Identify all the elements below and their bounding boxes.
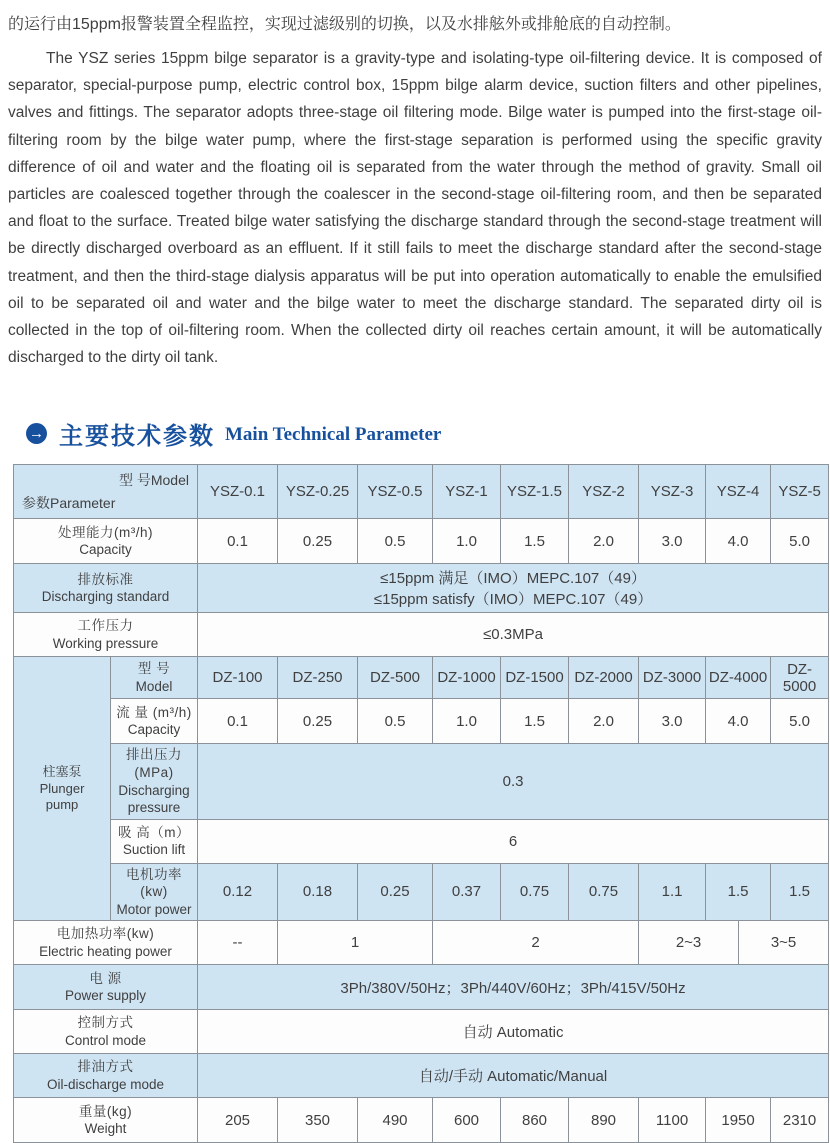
cell-value: 600 bbox=[433, 1098, 501, 1143]
technical-parameter-table bbox=[13, 464, 829, 1143]
row-label: 工作压力 Working pressure bbox=[14, 613, 198, 657]
cell-value: 205 bbox=[198, 1098, 278, 1143]
cell-value: 1 bbox=[278, 921, 433, 965]
row-label: 电机功率 (kw) Motor power bbox=[111, 863, 198, 921]
group-label-plunger-pump: 柱塞泵 Plunger pump bbox=[14, 657, 111, 921]
cell-value: 2 bbox=[433, 921, 639, 965]
cell-value: DZ-250 bbox=[278, 657, 358, 699]
cell-value: 490 bbox=[358, 1098, 433, 1143]
section-title-en: Main Technical Parameter bbox=[225, 424, 442, 446]
cell-value: 2310 bbox=[771, 1098, 829, 1143]
cell-value: 1.0 bbox=[433, 699, 501, 744]
row-working-pressure bbox=[14, 613, 829, 657]
header-row bbox=[14, 465, 829, 519]
arrow-circle-icon: → bbox=[26, 423, 47, 444]
row-label: 电 源 Power supply bbox=[14, 965, 198, 1010]
column-header: YSZ-0.5 bbox=[358, 465, 433, 519]
cell-value: 0.18 bbox=[278, 863, 358, 921]
column-header: YSZ-4 bbox=[706, 465, 771, 519]
cell-value: 6 bbox=[198, 819, 829, 863]
cell-value: 3~5 bbox=[739, 921, 829, 965]
cell-value: 0.12 bbox=[198, 863, 278, 921]
row-pump-model bbox=[14, 657, 829, 699]
cell-value: DZ-1500 bbox=[501, 657, 569, 699]
corner-label-parameter: 参数Parameter bbox=[22, 495, 116, 512]
row-motor-power bbox=[14, 863, 829, 921]
cell-value: 1100 bbox=[639, 1098, 706, 1143]
cell-value: ≤0.3MPa bbox=[198, 613, 829, 657]
intro-paragraph-cn: 的运行由15ppm报警装置全程监控，实现过滤级别的切换，以及水排舷外或排舱底的自动控制。 bbox=[8, 16, 681, 33]
row-label: 处理能力(m³/h) Capacity bbox=[14, 519, 198, 564]
row-electric-heating-power bbox=[14, 921, 829, 965]
cell-value: 1950 bbox=[706, 1098, 771, 1143]
cell-value: 4.0 bbox=[706, 519, 771, 564]
column-header: YSZ-5 bbox=[771, 465, 829, 519]
row-label: 吸 高（m） Suction lift bbox=[111, 819, 198, 863]
cell-value: 890 bbox=[569, 1098, 639, 1143]
column-header: YSZ-0.25 bbox=[278, 465, 358, 519]
row-pump-discharging-pressure bbox=[14, 744, 829, 819]
cell-value: 0.75 bbox=[501, 863, 569, 921]
cell-value: 0.25 bbox=[278, 519, 358, 564]
row-label: 控制方式 Control mode bbox=[14, 1010, 198, 1054]
cell-value: 0.25 bbox=[278, 699, 358, 744]
column-header: YSZ-2 bbox=[569, 465, 639, 519]
cell-value: -- bbox=[198, 921, 278, 965]
cell-value: 5.0 bbox=[771, 699, 829, 744]
cell-value: 0.5 bbox=[358, 699, 433, 744]
cell-value: 860 bbox=[501, 1098, 569, 1143]
row-label: 排油方式 Oil-discharge mode bbox=[14, 1054, 198, 1098]
cell-value: 0.75 bbox=[569, 863, 639, 921]
cell-value: 0.1 bbox=[198, 519, 278, 564]
cell-value: DZ-1000 bbox=[433, 657, 501, 699]
row-weight bbox=[14, 1098, 829, 1143]
cell-value: 3.0 bbox=[639, 699, 706, 744]
row-label: 型 号 Model bbox=[111, 657, 198, 699]
cell-value: 1.5 bbox=[706, 863, 771, 921]
cell-value: DZ-2000 bbox=[569, 657, 639, 699]
cell-value: 3Ph/380V/50Hz；3Ph/440V/60Hz；3Ph/415V/50Hz bbox=[198, 965, 829, 1010]
row-capacity bbox=[14, 519, 829, 564]
row-label: 电加热功率(kw) Electric heating power bbox=[14, 921, 198, 965]
column-header: YSZ-0.1 bbox=[198, 465, 278, 519]
cell-value: 0.3 bbox=[198, 744, 829, 819]
cell-value: 350 bbox=[278, 1098, 358, 1143]
row-label: 重量(kg) Weight bbox=[14, 1098, 198, 1143]
section-title-cn: 主要技术参数 bbox=[59, 423, 215, 451]
cell-value: 0.1 bbox=[198, 699, 278, 744]
column-header: YSZ-1 bbox=[433, 465, 501, 519]
cell-value: 0.37 bbox=[433, 863, 501, 921]
intro-paragraph-en: The YSZ series 15ppm bilge separator is a gravity-type and isolating-type oil-filtering device. It is composed of separator, special-purpose pump, electric control box, 15ppm bilge alarm device, suction filters and other pipelines, valves and fittings. The separator adopts three-stage oil filtering mode. Bilge water is pumped into the first-stage oil-filtering room by the bilge water pump, where the first-stage separation is performed using the specific gravity difference of oil and water and the floating oil is separated from the water through the method of gravity. Small oil particles are coalesced together through the coalescer in the second-stage oil-filtering room, and then be separated and float to the surface. Treated bilge water satisfying the discharge standard through the second-stage treatment will be directly discharged overboard as an effluent. If it still fails to meet the discharge standard after the second-stage treatment, and then the third-stage dialysis apparatus will be put into operation automatically to enable the emulsified oil to be separated oil and water and the bilge water to meet the discharge standard. The separated dirty oil is collected in the top of oil-filtering room. When the collected dirty oil reaches certain amount, it will be automatically discharged to the dirty oil tank. bbox=[8, 50, 822, 367]
cell-value: 自动/手动 Automatic/Manual bbox=[198, 1054, 829, 1098]
row-oil-discharge-mode bbox=[14, 1054, 829, 1098]
cell-value: 0.5 bbox=[358, 519, 433, 564]
cell-value: DZ-100 bbox=[198, 657, 278, 699]
row-pump-capacity bbox=[14, 699, 829, 744]
row-label: 流 量 (m³/h) Capacity bbox=[111, 699, 198, 744]
cell-value: 3.0 bbox=[639, 519, 706, 564]
cell-value: 0.25 bbox=[358, 863, 433, 921]
cell-value: 4.0 bbox=[706, 699, 771, 744]
cell-value: 自动 Automatic bbox=[198, 1010, 829, 1054]
row-control-mode bbox=[14, 1010, 829, 1054]
row-power-supply bbox=[14, 965, 829, 1010]
column-header: YSZ-1.5 bbox=[501, 465, 569, 519]
cell-value: DZ-5000 bbox=[771, 657, 829, 699]
table-corner-cell bbox=[14, 465, 198, 519]
section-heading bbox=[26, 416, 830, 451]
cell-value: 2~3 bbox=[639, 921, 739, 965]
cell-value: DZ-500 bbox=[358, 657, 433, 699]
cell-value: 1.5 bbox=[501, 519, 569, 564]
row-suction-lift bbox=[14, 819, 829, 863]
cell-value: 2.0 bbox=[569, 699, 639, 744]
cell-value: 1.5 bbox=[771, 863, 829, 921]
cell-value: DZ-3000 bbox=[639, 657, 706, 699]
row-discharging-standard bbox=[14, 564, 829, 613]
cell-value: ≤15ppm 满足（IMO）MEPC.107（49） ≤15ppm satisfy（IMO）MEPC.107（49） bbox=[198, 564, 829, 613]
column-header: YSZ-3 bbox=[639, 465, 706, 519]
cell-value: DZ-4000 bbox=[706, 657, 771, 699]
cell-value: 1.5 bbox=[501, 699, 569, 744]
cell-value: 2.0 bbox=[569, 519, 639, 564]
row-label: 排出压力 (MPa) Discharging pressure bbox=[111, 744, 198, 819]
corner-label-model: 型 号Model bbox=[118, 472, 189, 489]
cell-value: 1.0 bbox=[433, 519, 501, 564]
row-label: 排放标准 Discharging standard bbox=[14, 564, 198, 613]
cell-value: 5.0 bbox=[771, 519, 829, 564]
cell-value: 1.1 bbox=[639, 863, 706, 921]
